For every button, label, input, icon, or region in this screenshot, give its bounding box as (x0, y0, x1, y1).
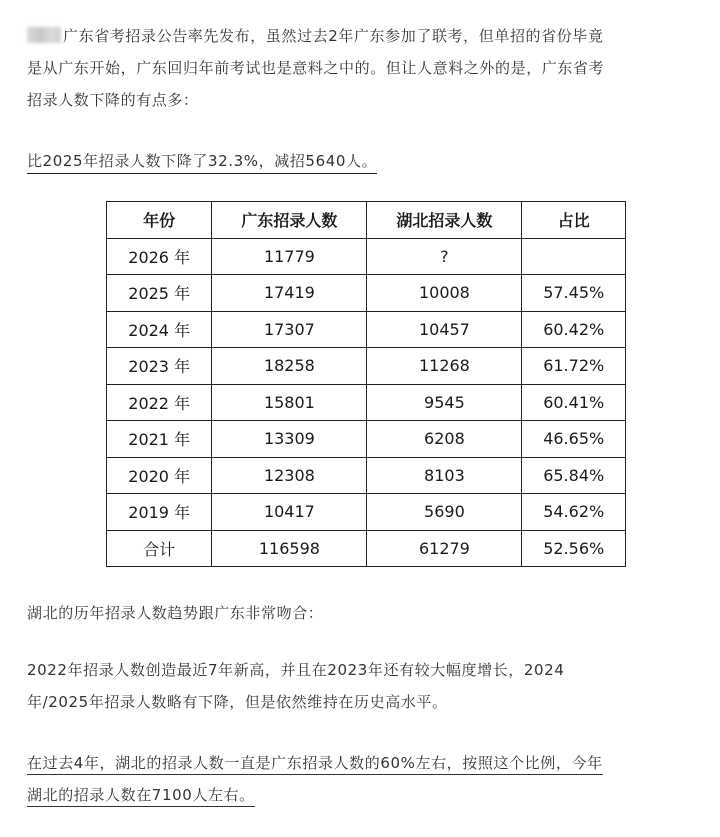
recruitment-table (106, 201, 626, 567)
cell-ratio: 54.62% (522, 494, 626, 531)
cell-hubei: 11268 (367, 348, 522, 385)
highlight-paragraph (27, 145, 707, 177)
intro-paragraph (27, 20, 707, 116)
table-row (107, 275, 626, 312)
table-row (107, 494, 626, 531)
cell-year: 2023 年 (107, 348, 212, 385)
analysis-line-1: 2022年招录人数创造最近7年新高，并且在2023年还有较大幅度增长，2024 (27, 661, 565, 679)
table-row (107, 421, 626, 458)
cell-guangdong: 18258 (212, 348, 367, 385)
table-row (107, 238, 626, 275)
cell-ratio: 46.65% (522, 421, 626, 458)
highlight-text: 比2025年招录人数下降了32.3%，减招5640人。 (27, 152, 377, 174)
trend-text: 湖北的历年招录人数趋势跟广东非常吻合： (27, 604, 324, 622)
cell-hubei: 8103 (367, 457, 522, 494)
intro-line-2: 是从广东开始，广东回归年前考试也是意料之中的。但让人意料之外的是，广东省考 (27, 59, 605, 77)
cell-year: 2020 年 (107, 457, 212, 494)
cell-guangdong: 11779 (212, 238, 367, 275)
cell-hubei: 6208 (367, 421, 522, 458)
conclusion-paragraph (27, 747, 707, 811)
cell-guangdong: 10417 (212, 494, 367, 531)
cell-ratio: 57.45% (522, 275, 626, 312)
header-year: 年份 (107, 202, 212, 239)
table-row (107, 348, 626, 385)
cell-ratio: 61.72% (522, 348, 626, 385)
intro-line-3: 招录人数下降的有点多： (27, 91, 199, 109)
conclusion-line-1: 在过去4年，湖北的招录人数一直是广东招录人数的60%左右，按照这个比例，今年 (27, 754, 603, 776)
cell-hubei: ? (367, 238, 522, 275)
cell-year: 2026 年 (107, 238, 212, 275)
trend-paragraph (27, 597, 707, 629)
table-total-row (107, 530, 626, 567)
cell-year: 2021 年 (107, 421, 212, 458)
table-row (107, 457, 626, 494)
cell-year: 2022 年 (107, 384, 212, 421)
header-ratio: 占比 (522, 202, 626, 239)
cell-guangdong: 15801 (212, 384, 367, 421)
analysis-line-2: 年/2025年招录人数略有下降，但是依然维持在历史高水平。 (27, 693, 448, 711)
cell-total-ratio: 52.56% (522, 530, 626, 567)
conclusion-line-2: 湖北的招录人数在7100人左右。 (27, 786, 255, 808)
header-hubei: 湖北招录人数 (367, 202, 522, 239)
cell-hubei: 10457 (367, 311, 522, 348)
cell-hubei: 9545 (367, 384, 522, 421)
cell-year: 2025 年 (107, 275, 212, 312)
cell-guangdong: 13309 (212, 421, 367, 458)
cell-total-label: 合计 (107, 530, 212, 567)
table-row (107, 384, 626, 421)
intro-line-1: 广东省考招录公告率先发布，虽然过去2年广东参加了联考，但单招的省份毕竟 (63, 27, 604, 45)
cell-total-hubei: 61279 (367, 530, 522, 567)
cell-ratio (522, 238, 626, 275)
cell-year: 2024 年 (107, 311, 212, 348)
blurred-avatar (27, 27, 61, 43)
cell-ratio: 65.84% (522, 457, 626, 494)
cell-ratio: 60.41% (522, 384, 626, 421)
cell-guangdong: 17307 (212, 311, 367, 348)
cell-total-guangdong: 116598 (212, 530, 367, 567)
analysis-paragraph (27, 654, 707, 718)
cell-hubei: 5690 (367, 494, 522, 531)
header-guangdong: 广东招录人数 (212, 202, 367, 239)
cell-hubei: 10008 (367, 275, 522, 312)
table-row (107, 311, 626, 348)
table-header-row (107, 202, 626, 239)
cell-guangdong: 12308 (212, 457, 367, 494)
cell-ratio: 60.42% (522, 311, 626, 348)
cell-year: 2019 年 (107, 494, 212, 531)
cell-guangdong: 17419 (212, 275, 367, 312)
